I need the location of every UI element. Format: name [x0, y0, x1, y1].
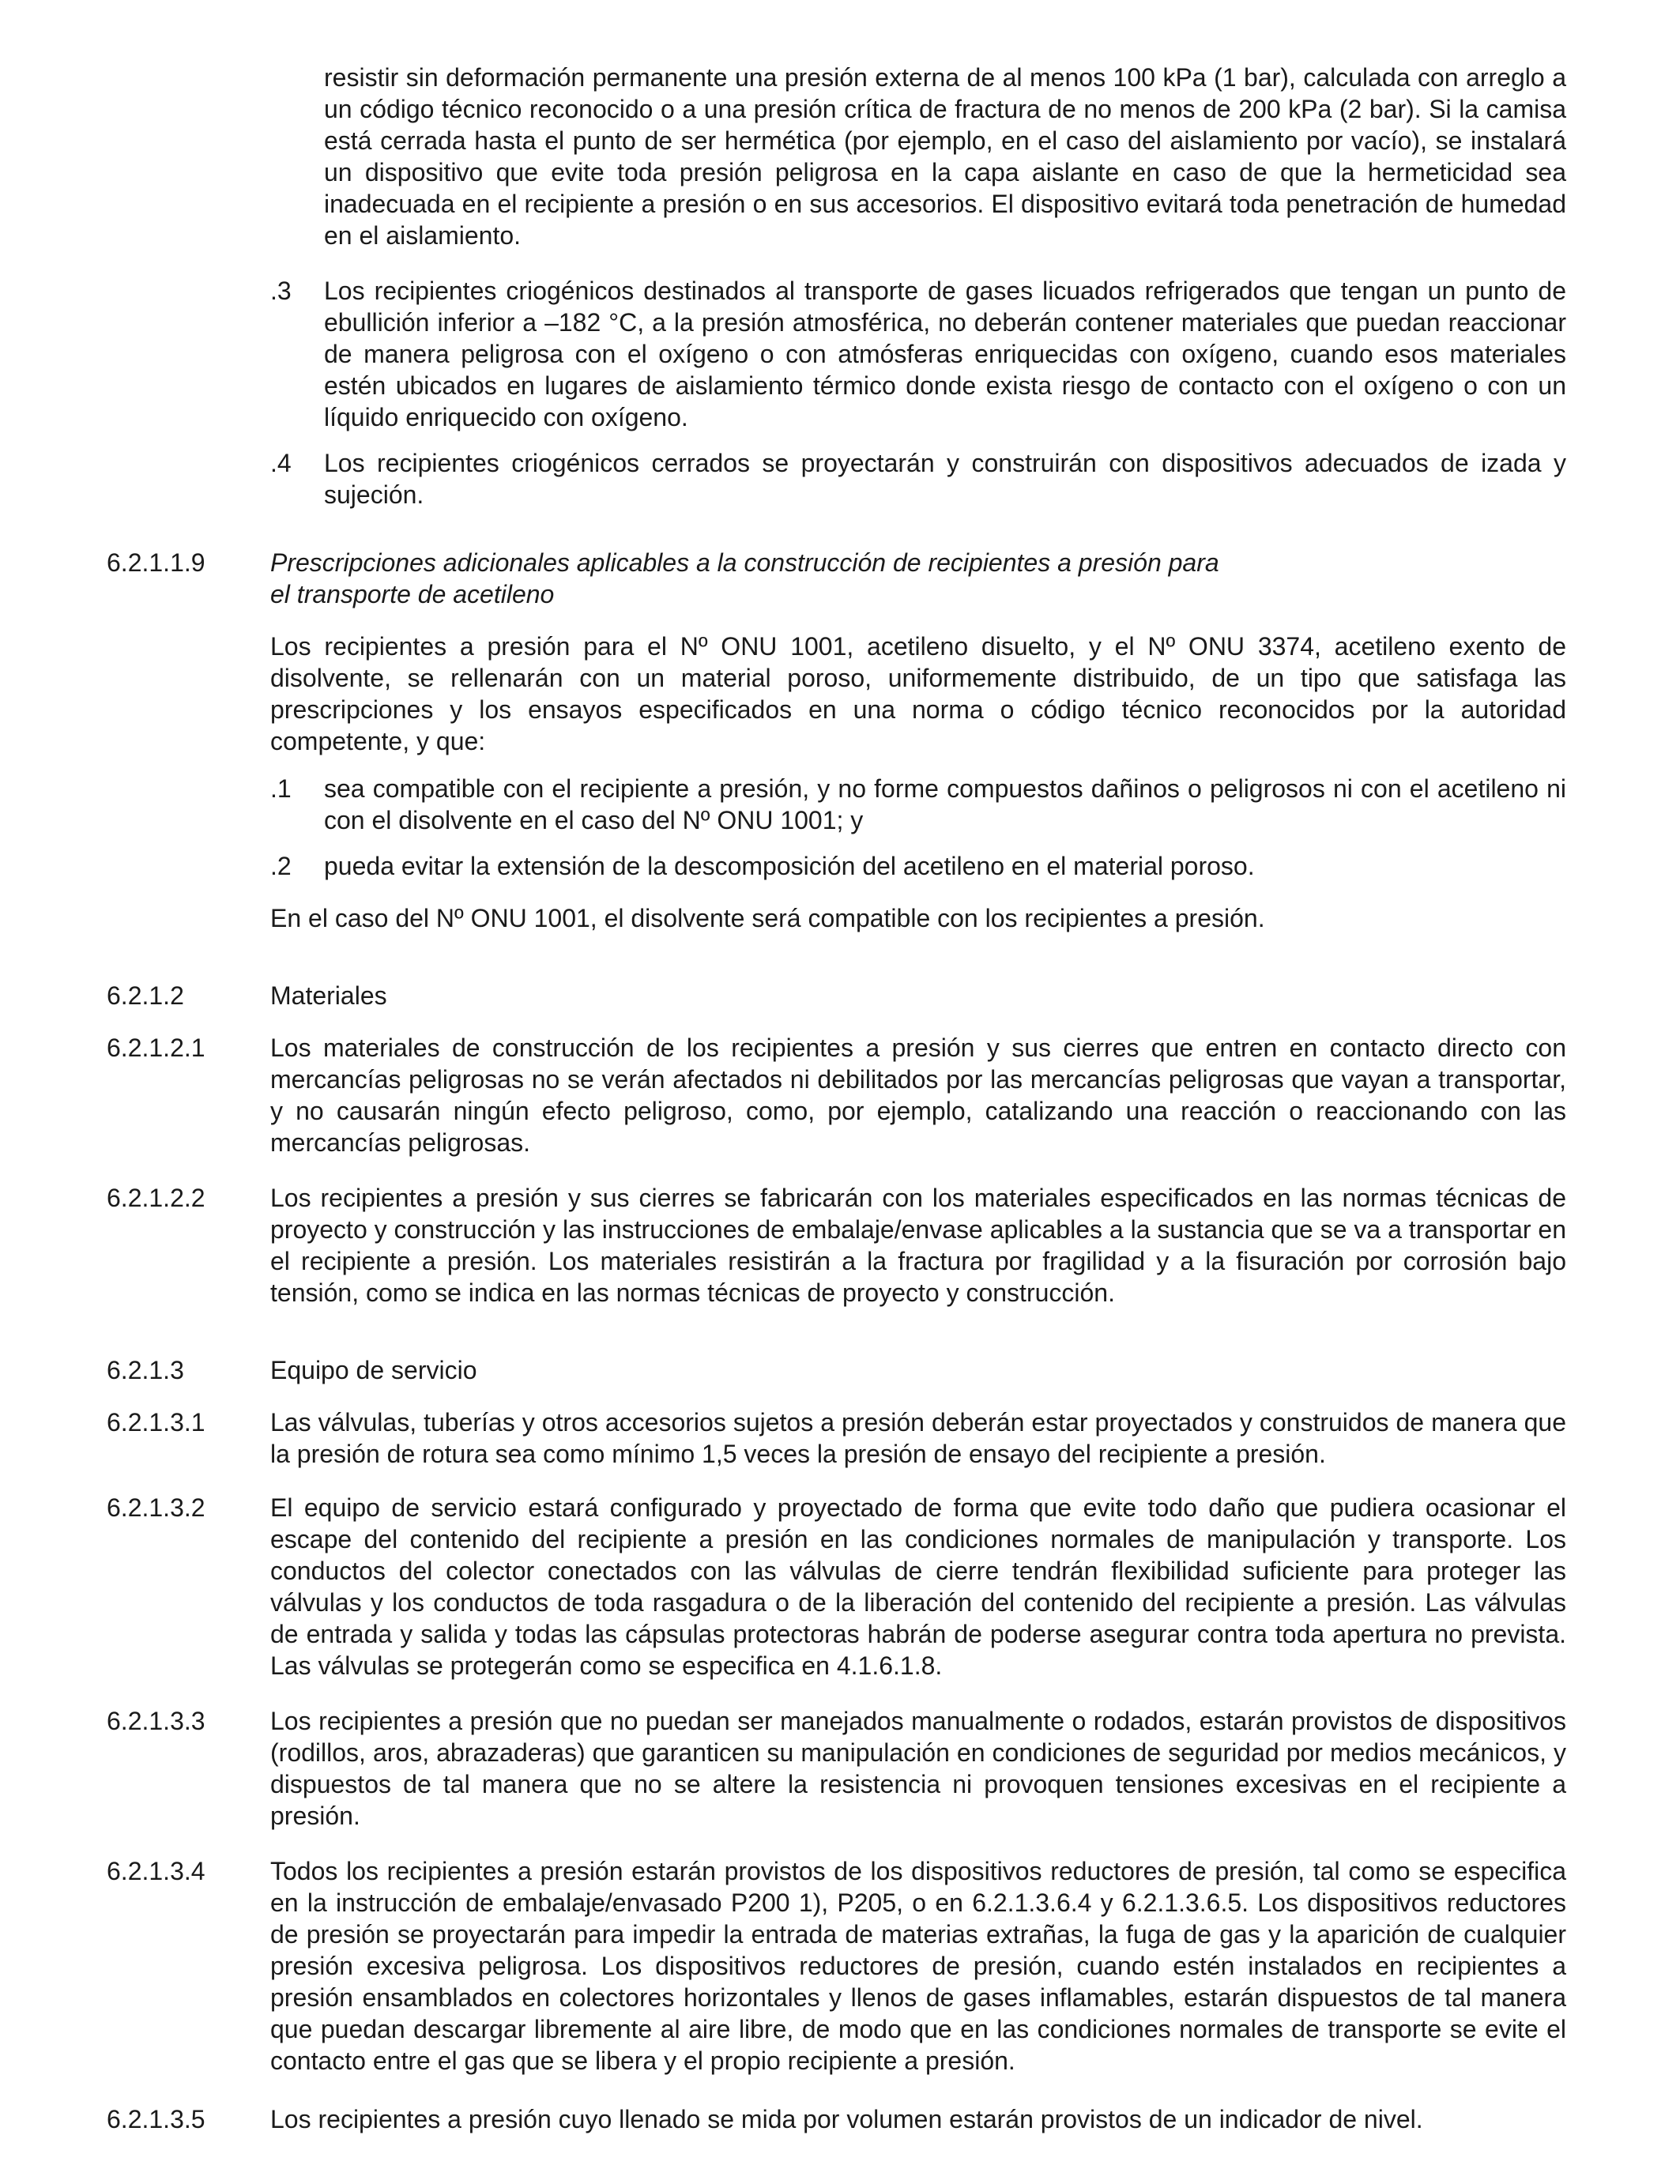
- section-number: 6.2.1.2: [107, 981, 184, 1010]
- section-paragraph: Los materiales de construcción de los recipientes a presión y sus cierres que entren en contacto directo con mercancías peligrosas no se verán afectados ni debilitados por las mercancías peligrosas que vayan a transportar, y no causarán ningún efecto peligroso, como, por ejemplo, catalizando una reacción o reaccionando con las mercancías peligrosas.: [270, 1034, 1566, 1157]
- section-paragraph: Los recipientes a presión para el Nº ONU 1001, acetileno disuelto, y el Nº ONU 3374, acetileno exento de disolvente, se rellenarán con un material poroso, uniformemente distribuido, de un tipo que satisfaga las prescripciones y los ensayos especificados en una norma o código técnico reconocidos por la autoridad competente, y que:: [270, 632, 1566, 755]
- continuation-paragraph: resistir sin deformación permanente una presión externa de al menos 100 kPa (1 bar), calculada con arreglo a un código técnico reconocido o a una presión crítica de fractura de no menos de 200 kPa (2 bar). Si la camisa está cerrada hasta el punto de ser hermética (por ejemplo, en el caso del aislamiento por vacío), se instalará un dispositivo que evite toda presión peligrosa en la capa aislante en caso de que la hermeticidad sea inadecuada en el recipiente a presión o en sus accesorios. El dispositivo evitará toda penetración de humedad en el aislamiento.: [324, 63, 1566, 250]
- list-item-text: sea compatible con el recipiente a presión, y no forme compuestos dañinos o peligrosos ni con el acetileno ni con el disolvente en el caso del Nº ONU 1001; y: [324, 774, 1566, 834]
- section-number: 6.2.1.2.2: [107, 1184, 205, 1212]
- section-number: 6.2.1.3.4: [107, 1857, 205, 1885]
- section-paragraph: Los recipientes a presión cuyo llenado se mida por volumen estarán provistos de un indicador de nivel.: [270, 2105, 1423, 2133]
- section-title: Equipo de servicio: [270, 1356, 477, 1384]
- section-number: 6.2.1.3.3: [107, 1707, 205, 1735]
- section-number: 6.2.1.1.9: [107, 548, 205, 577]
- section-paragraph: Los recipientes a presión y sus cierres se fabricarán con los materiales especificados en las normas técnicas de proyecto y construcción y las instrucciones de embalaje/envase aplicables a la sustancia que se va a transportar en el recipiente a presión. Los materiales resistirán a la fractura por fragilidad y a la fisuración por corrosión bajo tensión, como se indica en las normas técnicas de proyecto y construcción.: [270, 1184, 1567, 1307]
- section-number: 6.2.1.2.1: [107, 1034, 205, 1062]
- section-number: 6.2.1.3.1: [107, 1408, 205, 1437]
- list-item-text: Los recipientes criogénicos cerrados se proyectarán y construirán con dispositivos adecuados de izada y sujeción.: [324, 449, 1566, 509]
- section-number: 6.2.1.3.5: [107, 2105, 205, 2133]
- section-number: 6.2.1.3.2: [107, 1493, 205, 1522]
- list-marker: .3: [270, 277, 292, 305]
- list-marker: .2: [270, 852, 292, 880]
- section-title-line: Prescripciones adicionales aplicables a la construcción de recipientes a presión para: [270, 548, 1219, 577]
- section-title: Materiales: [270, 981, 387, 1010]
- section-title-line: el transporte de acetileno: [270, 580, 555, 608]
- list-marker: .4: [270, 449, 292, 477]
- list-item-text: Los recipientes criogénicos destinados al transporte de gases licuados refrigerados que tengan un punto de ebullición inferior a –182 °C, a la presión atmosférica, no deberán contener materiales que puedan reaccionar de manera peligrosa con el oxígeno o con atmósferas enriquecidas con oxígeno, cuando esos materiales estén ubicados en lugares de aislamiento térmico donde exista riesgo de contacto con el oxígeno o con un líquido enriquecido con oxígeno.: [324, 277, 1566, 431]
- section-paragraph: Los recipientes a presión que no puedan ser manejados manualmente o rodados, estarán provistos de dispositivos (rodillos, aros, abrazaderas) que garanticen su manipulación en condiciones de seguridad por medios mecánicos, y dispuestos de tal manera que no se altere la resistencia ni provoquen tensiones excesivas en el recipiente a presión.: [270, 1707, 1566, 1830]
- list-item-text: pueda evitar la extensión de la descomposición del acetileno en el material poroso.: [324, 852, 1255, 880]
- section-number: 6.2.1.3: [107, 1356, 184, 1384]
- section-paragraph: En el caso del Nº ONU 1001, el disolvente será compatible con los recipientes a presión.: [270, 904, 1265, 932]
- section-paragraph: El equipo de servicio estará configurado y proyectado de forma que evite todo daño que pudiera ocasionar el escape del contenido del recipiente a presión en las condiciones normales de manipulación y transporte. Los conductos del colector conectados con las válvulas de cierre tendrán flexibilidad suficiente para proteger las válvulas y los conductos de toda rasgadura o de la liberación del contenido del recipiente a presión. Las válvulas de entrada y salida y todas las cápsulas protectoras habrán de poderse asegurar contra toda apertura no prevista. Las válvulas se protegerán como se especifica en 4.1.6.1.8.: [270, 1493, 1566, 1680]
- section-paragraph: Las válvulas, tuberías y otros accesorios sujetos a presión deberán estar proyectados y construidos de manera que la presión de rotura sea como mínimo 1,5 veces la presión de ensayo del recipiente a presión.: [270, 1408, 1566, 1468]
- section-paragraph: Todos los recipientes a presión estarán provistos de los dispositivos reductores de presión, tal como se especifica en la instrucción de embalaje/envasado P200 1), P205, o en 6.2.1.3.6.4 y 6.2.1.3.6.5. Los dispositivos reductores de presión se proyectarán para impedir la entrada de materias extrañas, la fuga de gas y la aparición de cualquier presión excesiva peligrosa. Los dispositivos reductores de presión, cuando estén instalados en recipientes a presión ensamblados en colectores horizontales y llenos de gases inflamables, estarán dispuestos de tal manera que puedan descargar libremente al aire libre, de modo que en las condiciones normales de transporte se evite el contacto entre el gas que se libera y el propio recipiente a presión.: [270, 1857, 1566, 2075]
- list-marker: .1: [270, 774, 292, 803]
